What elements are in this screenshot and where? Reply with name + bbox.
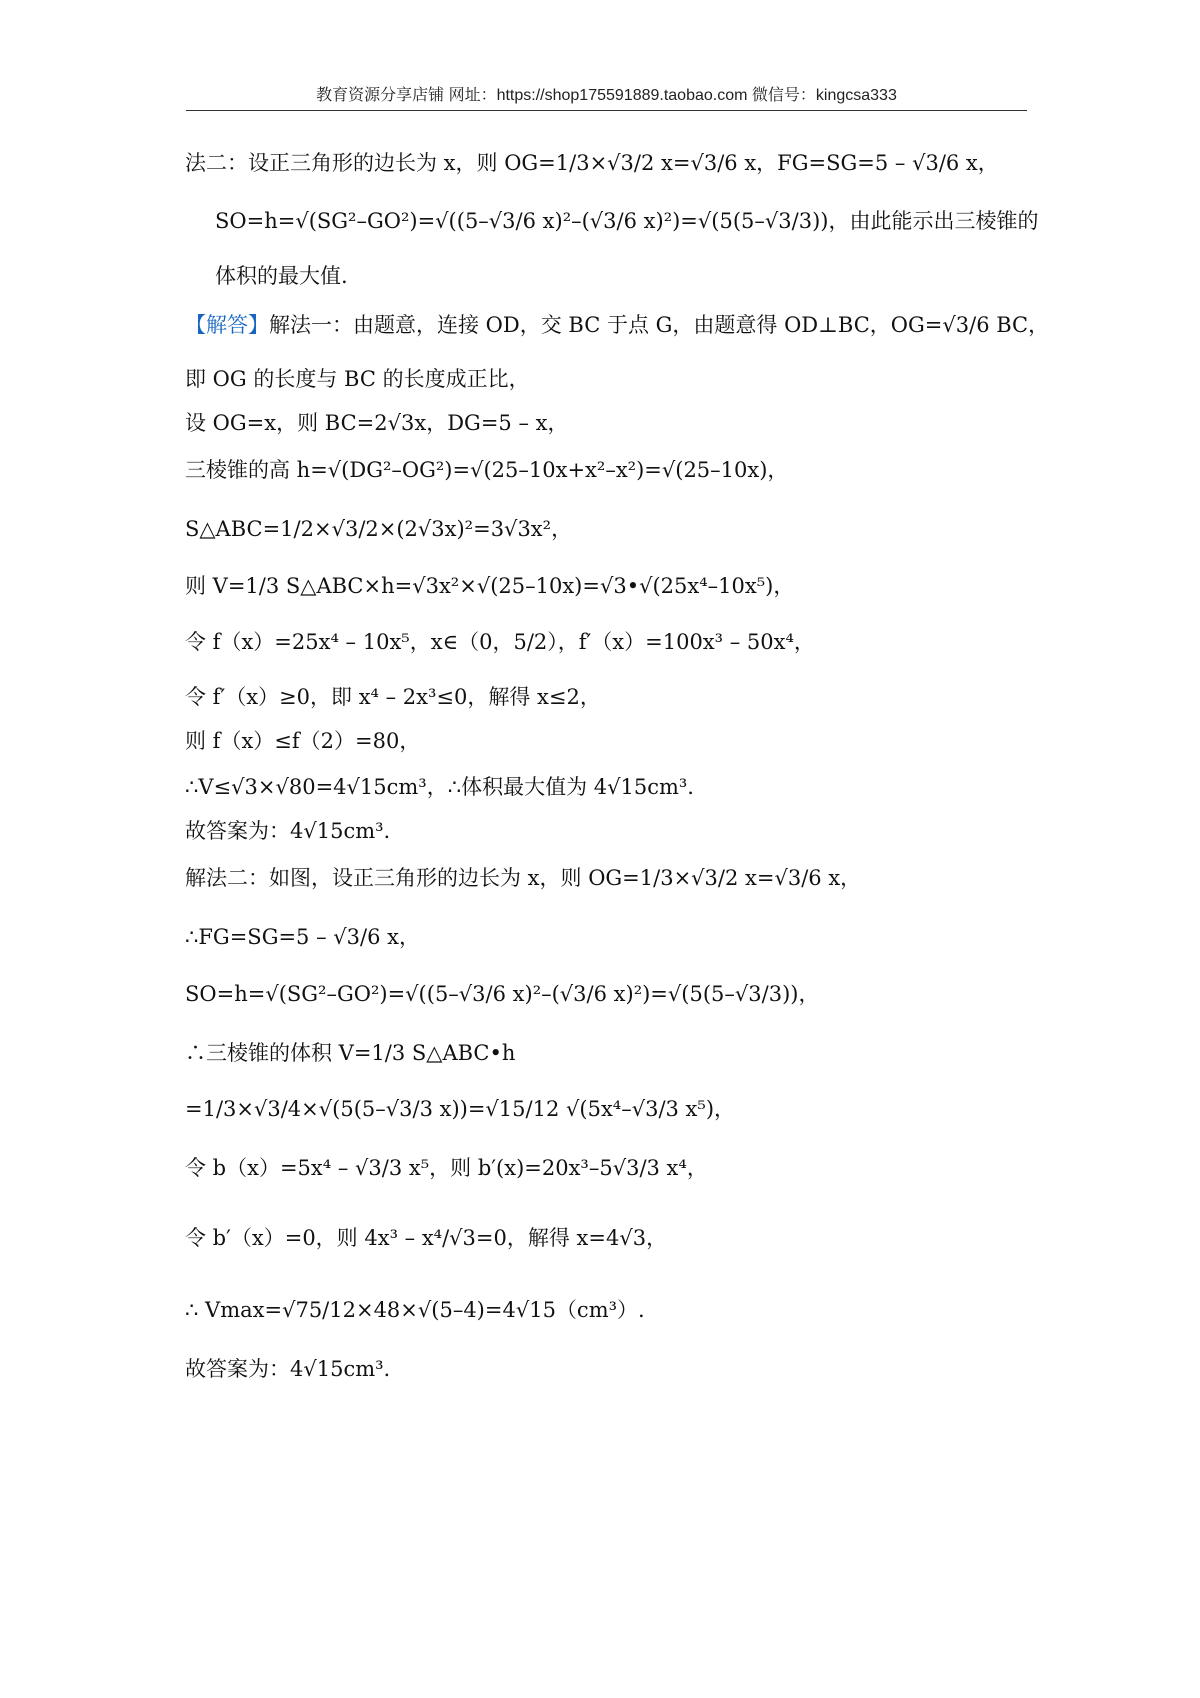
answer-text: 解法一：由题意，连接 OD，交 BC 于点 G，由题意得 OD⊥BC，OG=√3/6 BC，: [269, 313, 1050, 337]
header-divider: [186, 110, 1027, 111]
solution-line: ∴ Vmax=√75/12×48×√(5–4)=4√15（cm³）.: [185, 1298, 645, 1322]
answer-line: [185, 312, 1049, 338]
solution-line: 则 f（x）≤f（2）=80，: [185, 729, 421, 753]
solution-line: 令 f′（x）≥0，即 x⁴ – 2x³≤0，解得 x≤2，: [185, 685, 601, 709]
solution-line: ∴FG=SG=5 – √3/6 x，: [185, 925, 420, 949]
solution-line: ∴V≤√3×√80=4√15cm³，∴体积最大值为 4√15cm³.: [185, 775, 694, 799]
solution-line: 令 b′（x）=0，则 4x³ – x⁴/√3=0，解得 x=4√3，: [185, 1226, 668, 1250]
solution-line: SO=h=√(SG²–GO²)=√((5–√3/6 x)²–(√3/6 x)²)=√(5(5–√3/3))，由此能示出三棱锥的: [215, 209, 1039, 233]
solution-line: 故答案为：4√15cm³.: [185, 819, 391, 843]
answer-label: 【解答】: [185, 313, 269, 337]
solution-line: 即 OG 的长度与 BC 的长度成正比，: [185, 367, 530, 391]
solution-line: 故答案为：4√15cm³.: [185, 1357, 391, 1381]
solution-line: 设 OG=x，则 BC=2√3x，DG=5 – x，: [185, 411, 569, 435]
solution-line: 法二：设正三角形的边长为 x，则 OG=1/3×√3/2 x=√3/6 x，FG=SG=5 – √3/6 x，: [185, 151, 999, 175]
solution-line: SO=h=√(SG²–GO²)=√((5–√3/6 x)²–(√3/6 x)²)=√(5(5–√3/3))，: [185, 982, 820, 1006]
solution-line: 令 b（x）=5x⁴ – √3/3 x⁵，则 b′(x)=20x³–5√3/3 x⁴，: [185, 1156, 708, 1180]
solution-line: 则 V=1/3 S△ABC×h=√3x²×√(25–10x)=√3•√(25x⁴–10x⁵)，: [185, 574, 795, 598]
page-header: 教育资源分享店铺 网址：https://shop175591889.taobao.com 微信号：kingcsa333: [316, 87, 897, 104]
solution-line: 解法二：如图，设正三角形的边长为 x，则 OG=1/3×√3/2 x=√3/6 x，: [185, 866, 862, 890]
solution-line: S△ABC=1/2×√3/2×(2√3x)²=3√3x²，: [185, 517, 573, 541]
solution-line: 体积的最大值.: [215, 264, 348, 288]
solution-line: 令 f（x）=25x⁴ – 10x⁵，x∈（0，5/2），f′（x）=100x³ – 50x⁴，: [185, 630, 815, 654]
solution-line: 三棱锥的高 h=√(DG²–OG²)=√(25–10x+x²–x²)=√(25–10x)，: [185, 458, 789, 482]
solution-line: ∴三棱锥的体积 V=1/3 S△ABC•h: [185, 1041, 516, 1065]
solution-line: =1/3×√3/4×√(5(5–√3/3 x))=√15/12 √(5x⁴–√3/3 x⁵)，: [185, 1097, 736, 1121]
